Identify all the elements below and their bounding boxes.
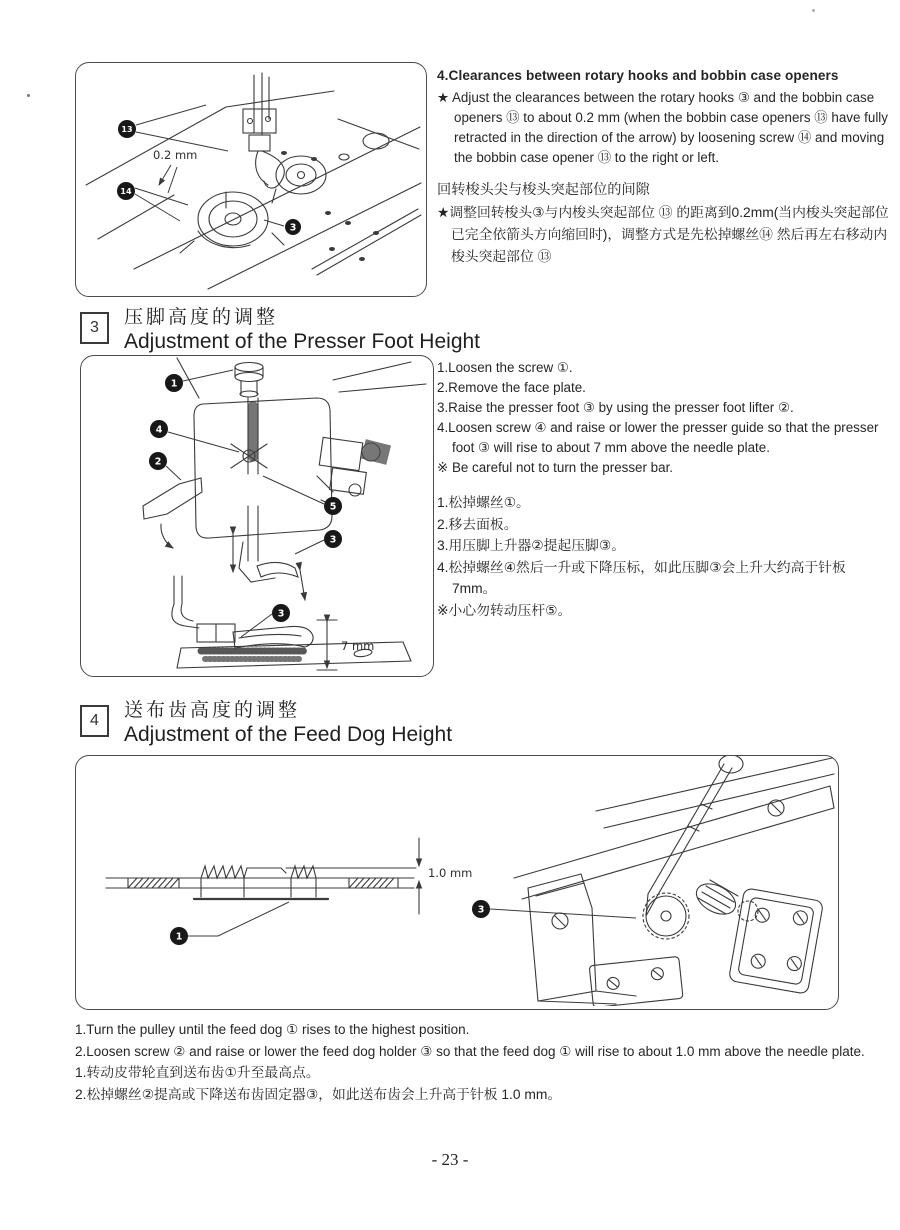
step-zh: ※小心勿转动压杆⑤。 [437,602,572,618]
callout-3-number: 3 [329,534,337,546]
callout-3-number: 3 [477,904,485,916]
feed-dog-section-art [106,838,419,914]
leader-lines [188,902,636,936]
callout-3 [285,219,301,235]
screw-dots [281,151,379,261]
callout-1-number: 1 [175,931,183,943]
callout-2-number: 2 [154,456,162,468]
page-number: - 23 - [431,1150,469,1169]
callout-4 [150,420,168,438]
step-en: 2.Remove the face plate. [437,380,586,395]
callout-14 [117,182,135,200]
section-3-titles [124,302,480,354]
callout-14-number: 14 [120,187,132,196]
callout-3-lower [272,604,290,622]
feed-dog-diagram [75,755,839,1010]
step-zh: 1.转动皮带轮直到送布齿①升至最高点。 [75,1065,320,1080]
section-4-title-en: Adjustment of the Feed Dog Height [124,723,453,746]
dim-label-1-0mm: 1.0 mm [428,866,473,880]
feed-dog-text-block [75,1019,887,1105]
section-4-header [80,695,452,747]
hooks-heading-en: 4.Clearances between rotary hooks and bobbin case openers [437,68,839,83]
dim-label-0-2mm: 0.2 mm [153,148,198,162]
callout-5 [324,497,342,515]
step-zh: 4.松掉螺丝④然后一升或下降压标，如此压脚③会上升大约高于针板 7mm。 [437,559,846,596]
section-4-title-zh: 送布齿高度的调整 [124,700,301,721]
hooks-text-block [437,66,889,268]
rotary-hook-drawing [76,63,423,293]
scan-artifact-dot [812,9,815,12]
step-zh: 2.松掉螺丝②提高或下降送布齿固定器③，如此送布齿会上升高于针板 1.0 mm。 [75,1086,562,1102]
section-3-number-box: 3 [80,312,109,344]
presser-foot-drawing [81,356,430,673]
section-3-title-en: Adjustment of the Presser Foot Height [124,330,481,353]
rotary-hook-diagram [75,62,427,297]
hooks-body-en: ★ Adjust the clearances between the rotary hooks ③ and the bobbin case openers ⑬ to about 0.2 mm (when the bobbin case openers ⑬ have fully retracted in the direction of the arrow) by loosening screw ⑭ and moving the bobbin case opener ⑬ to the right or left. [437,90,888,165]
section-4-titles [124,695,452,747]
callout-13 [118,120,136,138]
step-en: ※ Be careful not to turn the presser bar. [437,460,674,475]
hooks-heading-zh: 回转梭头尖与梭头突起部位的间隙 [437,182,650,198]
callout-2 [149,452,167,470]
step-zh: 3.用压脚上升器②提起压脚③。 [437,538,626,553]
callout-1 [170,927,188,945]
machine-bed-line-art [86,73,421,289]
step-en: 3.Raise the presser foot ③ by using the presser foot lifter ②. [437,400,794,415]
section-3-title-zh: 压脚高度的调整 [124,307,279,328]
leader-lines [166,370,324,637]
step-zh: 1.松掉螺丝①。 [437,495,530,510]
step-en: 1.Turn the pulley until the feed dog ① rises to the highest position. [75,1022,470,1037]
step-en: 1.Loosen the screw ①. [437,360,573,375]
presser-steps-en [437,358,889,478]
callout-1 [165,374,183,392]
callout-3 [472,900,490,918]
callout-4-number: 4 [155,424,163,436]
callout-5-number: 5 [329,501,337,513]
callout-3 [324,530,342,548]
callout-1-number: 1 [170,378,178,390]
callout-13-number: 13 [121,125,133,134]
presser-text-block [437,358,889,621]
scan-artifact-dot [27,94,30,97]
presser-foot-diagram [80,355,434,677]
feed-dog-drawing [76,756,835,1006]
step-en: 2.Loosen screw ② and raise or lower the feed dog holder ③ so that the feed dog ① will rise to about 1.0 mm above the needle plate. [75,1043,865,1059]
section-4-number-box: 4 [80,705,109,737]
callout-3-lower-number: 3 [277,608,285,620]
callout-3-number: 3 [289,222,297,234]
step-en: 4.Loosen screw ④ and raise or lower the presser guide so that the presser foot ③ will rise to about 7 mm above the needle plate. [437,420,879,455]
step-zh: 2.移去面板。 [437,516,518,532]
section-3-header [80,302,480,354]
presser-line-art [143,358,426,670]
hooks-body-zh: ★调整回转梭头③与内梭头突起部位 ⑬ 的距离到0.2mm(当内梭头突起部位已完全依箭头方向缩回时)，调整方式是先松掉螺丝⑭ 然后再左右移动内梭头突起部位 ⑬ [437,205,889,264]
feed-mechanism-art [514,756,834,1006]
presser-steps-zh [437,492,889,621]
dim-label-7mm: 7 mm [341,639,375,653]
